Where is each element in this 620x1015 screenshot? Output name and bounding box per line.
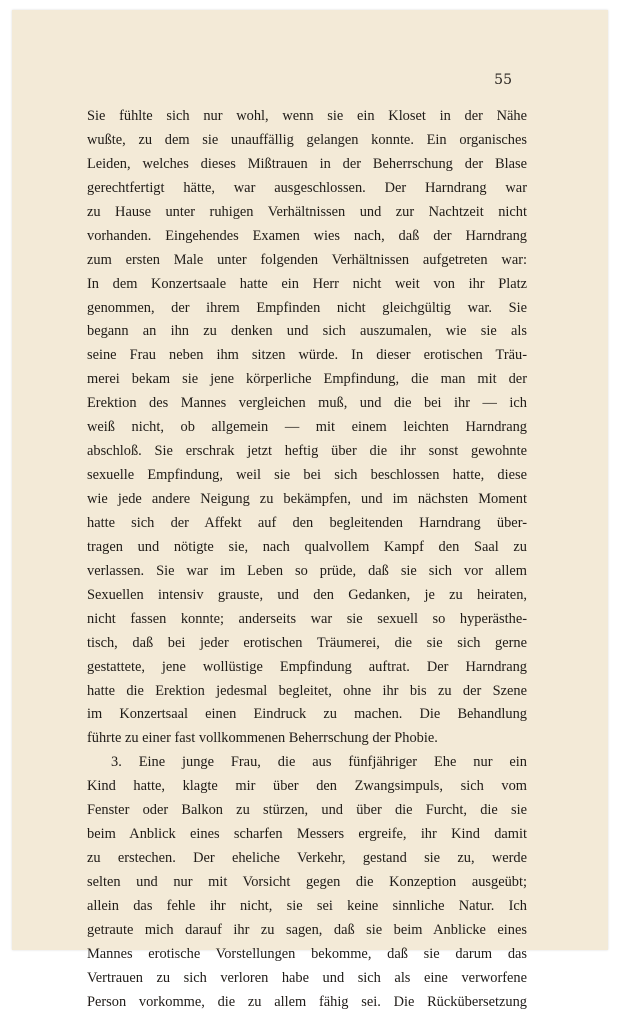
book-page — [12, 10, 608, 1010]
text-line: hatte die Erektion jedesmal begleitet, ohne ihr bis zu der Szene — [87, 682, 527, 699]
text-line: Person vorkomme, die zu allem fähig sei. Die Rückübersetzung — [87, 993, 527, 1010]
text-line: selten und nur mit Vorsicht gegen die Konzeption ausgeübt; — [87, 874, 527, 890]
text-line: tisch, daß bei jeder erotischen Träumerei, die sie sich gerne — [87, 634, 527, 651]
text-line: gestattete, jene wollüstige Empfindung auftrat. Der Harndrang — [87, 658, 527, 675]
body-text — [87, 105, 527, 1015]
text-line: nicht fassen konnte; anderseits war sie sexuell so hyperästhe- — [87, 610, 527, 627]
text-line: Erektion des Mannes vergleichen muß, und die bei ihr — ich — [87, 395, 527, 412]
text-line: Kind hatte, klagte mir über den Zwangsimpuls, sich vom — [87, 778, 527, 795]
page-number: 55 — [494, 72, 512, 88]
text-line: seine Frau neben ihm sitzen würde. In dieser erotischen Träu- — [87, 347, 527, 364]
text-line: Fenster oder Balkon zu stürzen, und über die Furcht, die sie — [87, 802, 527, 819]
text-line: zum ersten Male unter folgenden Verhältnissen aufgetreten war: — [87, 251, 527, 268]
text-line: zu erstechen. Der eheliche Verkehr, gestand sie zu, werde — [87, 850, 527, 867]
text-line: zu Hause unter ruhigen Verhältnissen und zur Nachtzeit nicht — [87, 203, 527, 220]
text-line: hatte sich der Affekt auf den begleitenden Harndrang über- — [87, 514, 527, 531]
text-line: Mannes erotische Vorstellungen bekomme, daß sie darum das — [87, 945, 527, 962]
text-line: 3. Eine junge Frau, die aus fünfjähriger Ehe nur ein — [111, 754, 527, 771]
text-line: In dem Konzertsaale hatte ein Herr nicht weit von ihr Platz — [87, 275, 527, 292]
text-line: Vertrauen zu sich verloren habe und sich als eine verworfene — [87, 969, 527, 986]
text-line: allein das fehle ihr nicht, sie sei keine sinnliche Natur. Ich — [87, 897, 527, 914]
text-line: tragen und nötigte sie, nach qualvollem Kampf den Saal zu — [87, 538, 527, 555]
text-line: Sie fühlte sich nur wohl, wenn sie ein Kloset in der Nähe — [87, 108, 527, 124]
text-line: merei bekam sie jene körperliche Empfindung, die man mit der — [87, 371, 527, 388]
text-line: führte zu einer fast vollkommenen Beherrschung der Phobie. — [87, 730, 438, 747]
text-line: wie jede andere Neigung zu bekämpfen, und im nächsten Moment — [87, 491, 527, 507]
text-line: Sexuellen intensiv grauste, und den Gedanken, je zu heiraten, — [87, 586, 527, 603]
text-line: weiß nicht, ob allgemein — mit einem leichten Harndrang — [87, 419, 527, 436]
text-line: sexuelle Empfindung, weil sie bei sich beschlossen hatte, diese — [87, 467, 527, 484]
text-line: getraute mich darauf ihr zu sagen, daß sie beim Anblicke eines — [87, 921, 527, 938]
text-line: vorhanden. Eingehendes Examen wies nach, daß der Harndrang — [87, 227, 527, 244]
text-line: im Konzertsaal einen Eindruck zu machen. Die Behandlung — [87, 706, 527, 723]
text-line: abschloß. Sie erschrak jetzt heftig über die ihr sonst gewohnte — [87, 443, 527, 460]
text-line: wußte, zu dem sie unauffällig gelangen konnte. Ein organisches — [87, 131, 527, 148]
text-line: begann an ihn zu denken und sich auszumalen, wie sie als — [87, 323, 527, 340]
text-line: gerechtfertigt hätte, war ausgeschlossen. Der Harndrang war — [87, 179, 527, 196]
text-line: Leiden, welches dieses Mißtrauen in der Beherrschung der Blase — [87, 155, 527, 172]
text-line: beim Anblick eines scharfen Messers ergreife, ihr Kind damit — [87, 826, 527, 843]
text-line: genommen, der ihrem Empfinden nicht gleichgültig war. Sie — [87, 299, 527, 316]
text-line: verlassen. Sie war im Leben so prüde, daß sie sich vor allem — [87, 562, 527, 579]
